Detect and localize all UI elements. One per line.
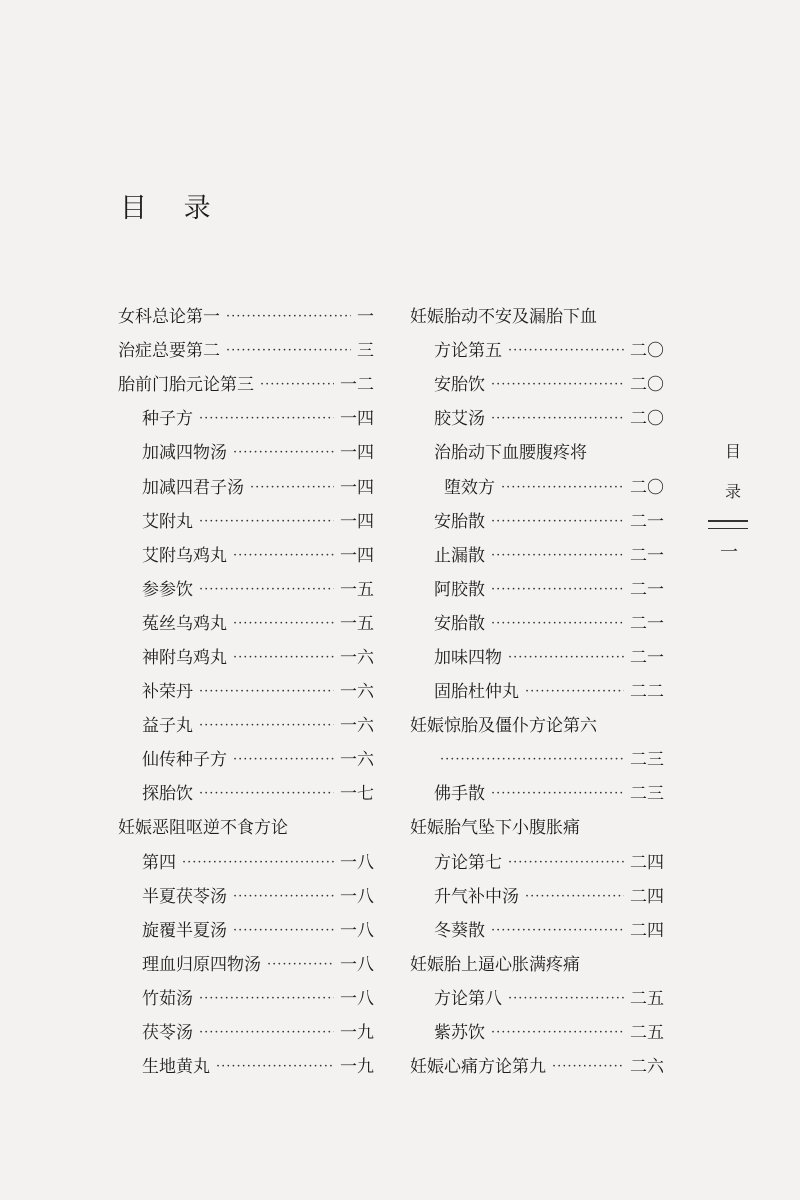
toc-entry-title: 加减四君子汤	[142, 477, 244, 498]
toc-leader-dots	[226, 334, 351, 368]
toc-leader-dots	[233, 641, 334, 675]
toc-entry-page: 一八	[340, 988, 374, 1009]
toc-right-column	[410, 300, 664, 1084]
toc-leader-dots	[508, 846, 624, 880]
toc-entry-title: 艾附丸	[142, 511, 193, 532]
toc-entry	[410, 607, 664, 641]
toc-entry-page: 二三	[630, 784, 664, 805]
toc-entry-title: 止漏散	[434, 545, 485, 566]
toc-entry	[410, 368, 664, 402]
toc-entry-title: 方论第五	[434, 341, 502, 362]
toc-entry-title: 妊娠胎动不安及漏胎下血	[410, 307, 597, 328]
toc-entry-title: 治胎动下血腰腹疼将	[434, 443, 587, 464]
toc-entry	[410, 402, 664, 436]
toc-leader-dots	[199, 573, 334, 607]
toc-entry	[118, 300, 374, 334]
toc-entry-title: 益子丸	[142, 716, 193, 737]
toc-leader-dots	[199, 777, 334, 811]
toc-entry	[118, 573, 374, 607]
toc-entry-title: 方论第七	[434, 852, 502, 873]
toc-leader-dots	[216, 1050, 334, 1084]
page-title: 目 录	[120, 193, 225, 224]
toc-entry-page: 一五	[340, 579, 374, 600]
toc-entry-title: 妊娠惊胎及僵仆方论第六	[410, 716, 597, 737]
toc-entry-title: 安胎饮	[434, 375, 485, 396]
toc-entry-page: 二〇	[630, 341, 664, 362]
toc-entry-title: 仙传种子方	[142, 750, 227, 771]
toc-entry	[410, 1050, 664, 1084]
toc-entry-page: 二五	[630, 988, 664, 1009]
toc-entry-page: 二四	[630, 886, 664, 907]
toc-entry	[410, 470, 664, 504]
toc-entry-title: 第四	[142, 852, 176, 873]
toc-entry	[118, 1050, 374, 1084]
toc-leader-dots	[199, 402, 334, 436]
toc-entry-title: 妊娠胎上逼心胀满疼痛	[410, 954, 580, 975]
toc-entry	[118, 948, 374, 982]
toc-leader-dots	[233, 743, 334, 777]
toc-leader-dots	[267, 948, 334, 982]
toc-entry	[410, 641, 664, 675]
toc-entry	[410, 334, 664, 368]
toc-entry-page: 一四	[340, 511, 374, 532]
toc-entry-title: 妊娠胎气坠下小腹胀痛	[410, 818, 580, 839]
toc-entry-page: 一四	[340, 545, 374, 566]
toc-leader-dots	[525, 880, 624, 914]
page-number: 一	[720, 542, 738, 563]
side-running-head	[718, 432, 748, 512]
toc-entry-page: 一二	[340, 375, 374, 396]
toc-entry	[118, 436, 374, 470]
toc-entry-title: 安胎散	[434, 613, 485, 634]
toc-leader-dots	[440, 743, 624, 777]
toc-entry	[410, 436, 664, 470]
toc-entry-title: 阿胶散	[434, 579, 485, 600]
toc-entry-title: 胶艾汤	[434, 409, 485, 430]
toc-entry-page: 二二	[630, 682, 664, 703]
toc-entry-page: 一八	[340, 852, 374, 873]
toc-entry	[410, 914, 664, 948]
toc-leader-dots	[491, 573, 624, 607]
toc-entry-title: 茯苓汤	[142, 1023, 193, 1044]
toc-entry	[118, 470, 374, 504]
toc-entry-title: 种子方	[142, 409, 193, 430]
toc-entry-title: 堕效方	[444, 477, 495, 498]
toc-entry	[118, 675, 374, 709]
toc-entry-page: 一八	[340, 954, 374, 975]
toc-entry	[118, 334, 374, 368]
toc-entry-title: 方论第八	[434, 988, 502, 1009]
toc-entry	[118, 777, 374, 811]
toc-entry-page: 二〇	[630, 375, 664, 396]
toc-entry-page: 一八	[340, 886, 374, 907]
toc-entry-page: 一六	[340, 647, 374, 668]
toc-entry	[410, 505, 664, 539]
toc-leader-dots	[491, 402, 624, 436]
toc-entry	[410, 709, 664, 743]
toc-entry	[410, 1016, 664, 1050]
toc-entry	[410, 880, 664, 914]
toc-entry-page: 一七	[340, 784, 374, 805]
toc-entry	[118, 880, 374, 914]
toc-entry-page: 二四	[630, 920, 664, 941]
toc-entry-page: 二一	[630, 545, 664, 566]
toc-leader-dots	[260, 368, 334, 402]
toc-entry-page: 一四	[340, 443, 374, 464]
toc-left-column	[118, 300, 374, 1084]
toc-entry	[410, 743, 664, 777]
toc-entry-title: 妊娠恶阻呕逆不食方论	[118, 818, 288, 839]
toc-entry-page: 一六	[340, 716, 374, 737]
toc-entry-page: 一四	[340, 477, 374, 498]
toc-leader-dots	[199, 982, 334, 1016]
toc-entry	[410, 777, 664, 811]
toc-entry	[118, 709, 374, 743]
toc-entry-title: 安胎散	[434, 511, 485, 532]
toc-entry-page: 二四	[630, 852, 664, 873]
toc-entry	[410, 675, 664, 709]
toc-entry	[118, 982, 374, 1016]
toc-entry	[410, 811, 664, 845]
toc-entry-page: 二一	[630, 647, 664, 668]
toc-entry-page: 三	[357, 341, 374, 362]
running-head-char: 录	[724, 482, 741, 501]
toc-entry	[118, 505, 374, 539]
toc-leader-dots	[233, 914, 334, 948]
toc-entry-page: 二六	[630, 1057, 664, 1078]
running-head-char: 目	[724, 442, 741, 461]
toc-leader-dots	[508, 641, 624, 675]
toc-leader-dots	[233, 607, 334, 641]
toc-entry-title: 竹茹汤	[142, 988, 193, 1009]
toc-entry-title: 女科总论第一	[118, 307, 220, 328]
toc-entry-title: 固胎杜仲丸	[434, 682, 519, 703]
toc-entry-title: 菟丝乌鸡丸	[142, 613, 227, 634]
toc-leader-dots	[199, 675, 334, 709]
toc-entry-title: 神附乌鸡丸	[142, 647, 227, 668]
toc-entry-page: 一六	[340, 750, 374, 771]
toc-entry	[410, 300, 664, 334]
toc-entry	[118, 368, 374, 402]
toc-entry-title: 治症总要第二	[118, 341, 220, 362]
toc-leader-dots	[233, 539, 334, 573]
toc-entry	[118, 914, 374, 948]
toc-entry-title: 升气补中汤	[434, 886, 519, 907]
toc-entry-page: 二五	[630, 1023, 664, 1044]
toc-entry-title: 半夏茯苓汤	[142, 886, 227, 907]
toc-entry-title: 胎前门胎元论第三	[118, 375, 254, 396]
toc-entry-title: 补荣丹	[142, 682, 193, 703]
toc-entry-title: 旋覆半夏汤	[142, 920, 227, 941]
toc-entry	[118, 402, 374, 436]
toc-entry	[118, 539, 374, 573]
toc-leader-dots	[226, 300, 351, 334]
toc-entry-page: 二一	[630, 511, 664, 532]
toc-entry-title: 紫苏饮	[434, 1023, 485, 1044]
toc-entry-page: 一五	[340, 613, 374, 634]
toc-leader-dots	[491, 777, 624, 811]
toc-entry-page: 二一	[630, 613, 664, 634]
toc-entry	[410, 948, 664, 982]
toc-entry-title: 探胎饮	[142, 784, 193, 805]
toc-entry	[410, 573, 664, 607]
toc-leader-dots	[182, 846, 334, 880]
toc-entry-page: 一八	[340, 920, 374, 941]
toc-leader-dots	[233, 880, 334, 914]
toc-leader-dots	[491, 539, 624, 573]
toc-leader-dots	[501, 471, 624, 505]
toc-entry-page: 一九	[340, 1057, 374, 1078]
toc-entry-title: 妊娠心痛方论第九	[410, 1057, 546, 1078]
toc-leader-dots	[491, 1016, 624, 1050]
toc-entry	[118, 1016, 374, 1050]
toc-leader-dots	[491, 914, 624, 948]
toc-entry-title: 生地黄丸	[142, 1057, 210, 1078]
toc-entry	[410, 539, 664, 573]
toc-leader-dots	[552, 1050, 624, 1084]
toc-entry-page: 一九	[340, 1023, 374, 1044]
toc-entry-page: 二〇	[630, 477, 664, 498]
toc-leader-dots	[525, 675, 624, 709]
toc-entry	[118, 641, 374, 675]
toc-entry	[118, 846, 374, 880]
toc-entry	[118, 607, 374, 641]
toc-leader-dots	[491, 368, 624, 402]
toc-entry-page: 一六	[340, 682, 374, 703]
toc-leader-dots	[199, 505, 334, 539]
toc-entry-title: 艾附乌鸡丸	[142, 545, 227, 566]
toc-entry	[118, 811, 374, 845]
toc-entry	[118, 743, 374, 777]
toc-entry-title: 加减四物汤	[142, 443, 227, 464]
toc-entry-title: 参参饮	[142, 579, 193, 600]
toc-entry-title: 理血归原四物汤	[142, 954, 261, 975]
toc-entry-page: 二〇	[630, 409, 664, 430]
toc-leader-dots	[199, 709, 334, 743]
toc-entry-title: 加味四物	[434, 647, 502, 668]
toc-entry-title: 佛手散	[434, 784, 485, 805]
toc-leader-dots	[491, 505, 624, 539]
toc-entry-page: 二三	[630, 750, 664, 771]
toc-leader-dots	[233, 436, 334, 470]
toc-entry-title: 冬葵散	[434, 920, 485, 941]
toc-entry	[410, 846, 664, 880]
toc-entry-page: 一	[357, 307, 374, 328]
toc-entry-page: 一四	[340, 409, 374, 430]
toc-leader-dots	[199, 1016, 334, 1050]
toc-entry-page: 二一	[630, 579, 664, 600]
toc-entry	[410, 982, 664, 1016]
toc-leader-dots	[508, 982, 624, 1016]
side-divider	[708, 520, 748, 529]
toc-leader-dots	[491, 607, 624, 641]
toc-leader-dots	[250, 471, 334, 505]
toc-leader-dots	[508, 334, 624, 368]
